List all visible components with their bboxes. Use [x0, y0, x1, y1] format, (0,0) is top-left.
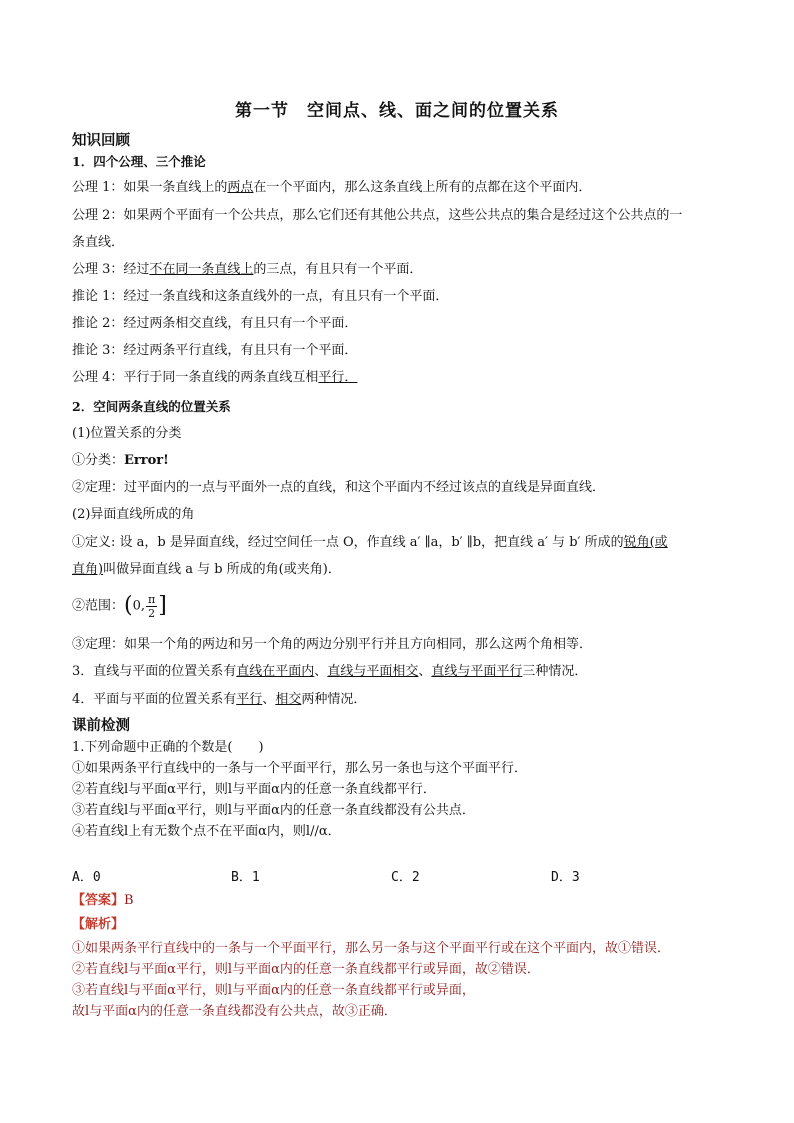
subheading-axioms: 1．四个公理、三个推论 [72, 154, 206, 169]
axiom-1: 公理 1：如果一条直线上的两点在一个平面内，那么这条直线上所有的点都在这个平面内． [72, 180, 592, 195]
option-c: C．2 [391, 870, 420, 885]
answer-value: B [124, 893, 134, 908]
angle-definition-line-1: ①定义: 设 a，b 是异面直线，经过空间任一点 O，作直线 a′ ∥a，b′ ∥b，把直线 a′ 与 b′ 所成的锐角(或 [72, 535, 668, 550]
option-b: B．1 [231, 870, 260, 885]
proposition-1: ①如果两条平行直线中的一条与一个平面平行，那么另一条也与这个平面平行． [72, 761, 528, 776]
question-1: 1.下列命题中正确的个数是( ) [72, 740, 264, 755]
section-heading-knowledge: 知识回顾 [72, 132, 130, 149]
corollary-2: 推论 2：经过两条相交直线，有且只有一个平面． [72, 316, 358, 331]
proposition-2: ②若直线l与平面α平行，则l与平面α内的任意一条直线都平行． [72, 782, 436, 797]
angle-definition-line-2: 直角)叫做异面直线 a 与 b 所成的角(或夹角)． [72, 562, 341, 577]
analysis-4: 故l与平面α内的任意一条直线都没有公共点，故③正确． [72, 1004, 397, 1019]
angle-theorem: ③定理：如果一个角的两边和另一个角的两边分别平行并且方向相同，那么这两个角相等． [72, 637, 593, 652]
classification-item: ①分类：Error! [72, 453, 169, 468]
line-plane-relations: 3．直线与平面的位置关系有直线在平面内、直线与平面相交、直线与平面平行三种情况． [72, 664, 588, 679]
angle-heading: (2)异面直线所成的角 [72, 507, 195, 522]
corollary-3: 推论 3：经过两条平行直线，有且只有一个平面． [72, 343, 358, 358]
skew-theorem: ②定理：过平面内的一点与平面外一点的直线，和这个平面内不经过该点的直线是异面直线． [72, 480, 606, 495]
proposition-3: ③若直线l与平面α平行，则l与平面α内的任意一条直线都没有公共点． [72, 803, 475, 818]
corollary-1: 推论 1：经过一条直线和这条直线外的一点，有且只有一个平面． [72, 289, 449, 304]
analysis-label: 【解析】 [72, 917, 125, 932]
pi-over-two: $\frac{\pi}{2}$ [148, 592, 156, 620]
analysis-1: ①如果两条平行直线中的一条与一个平面平行，那么另一条与这个平面平行或在这个平面内，故①错误． [72, 941, 671, 956]
option-a: A．0 [72, 870, 101, 885]
plane-plane-relations: 4．平面与平面的位置关系有平行、相交两种情况． [72, 692, 367, 707]
axiom-3: 公理 3：经过不在同一条直线上的三点，有且只有一个平面． [72, 262, 423, 277]
axiom-2-line-1: 公理 2：如果两个平面有一个公共点，那么它们还有其他公共点，这些公共点的集合是经过这个公共点的一 [72, 208, 683, 223]
section-heading-check: 课前检测 [72, 717, 130, 734]
classification-heading: (1)位置关系的分类 [72, 426, 182, 441]
analysis-3: ③若直线l与平面α平行，则l与平面α内的任意一条直线都平行或异面， [72, 983, 475, 998]
option-d: D．3 [551, 870, 580, 885]
answer-line: 【答案】B [72, 893, 134, 908]
angle-range: ②范围：(0, $\frac{\pi}{2}$ ] [72, 592, 167, 620]
analysis-2: ②若直线l与平面α平行，则l与平面α内的任意一条直线都平行或异面，故②错误． [72, 962, 540, 977]
subheading-line-relations: 2．空间两条直线的位置关系 [72, 399, 231, 414]
axiom-4: 公理 4：平行于同一条直线的两条直线互相平行． [72, 370, 358, 385]
page-title: 第一节 空间点、线、面之间的位置关系 [235, 101, 559, 121]
error-text: Error! [124, 453, 169, 468]
axiom-2-line-2: 条直线． [72, 235, 125, 250]
proposition-4: ④若直线l上有无数个点不在平面α内，则l//α． [72, 824, 341, 839]
